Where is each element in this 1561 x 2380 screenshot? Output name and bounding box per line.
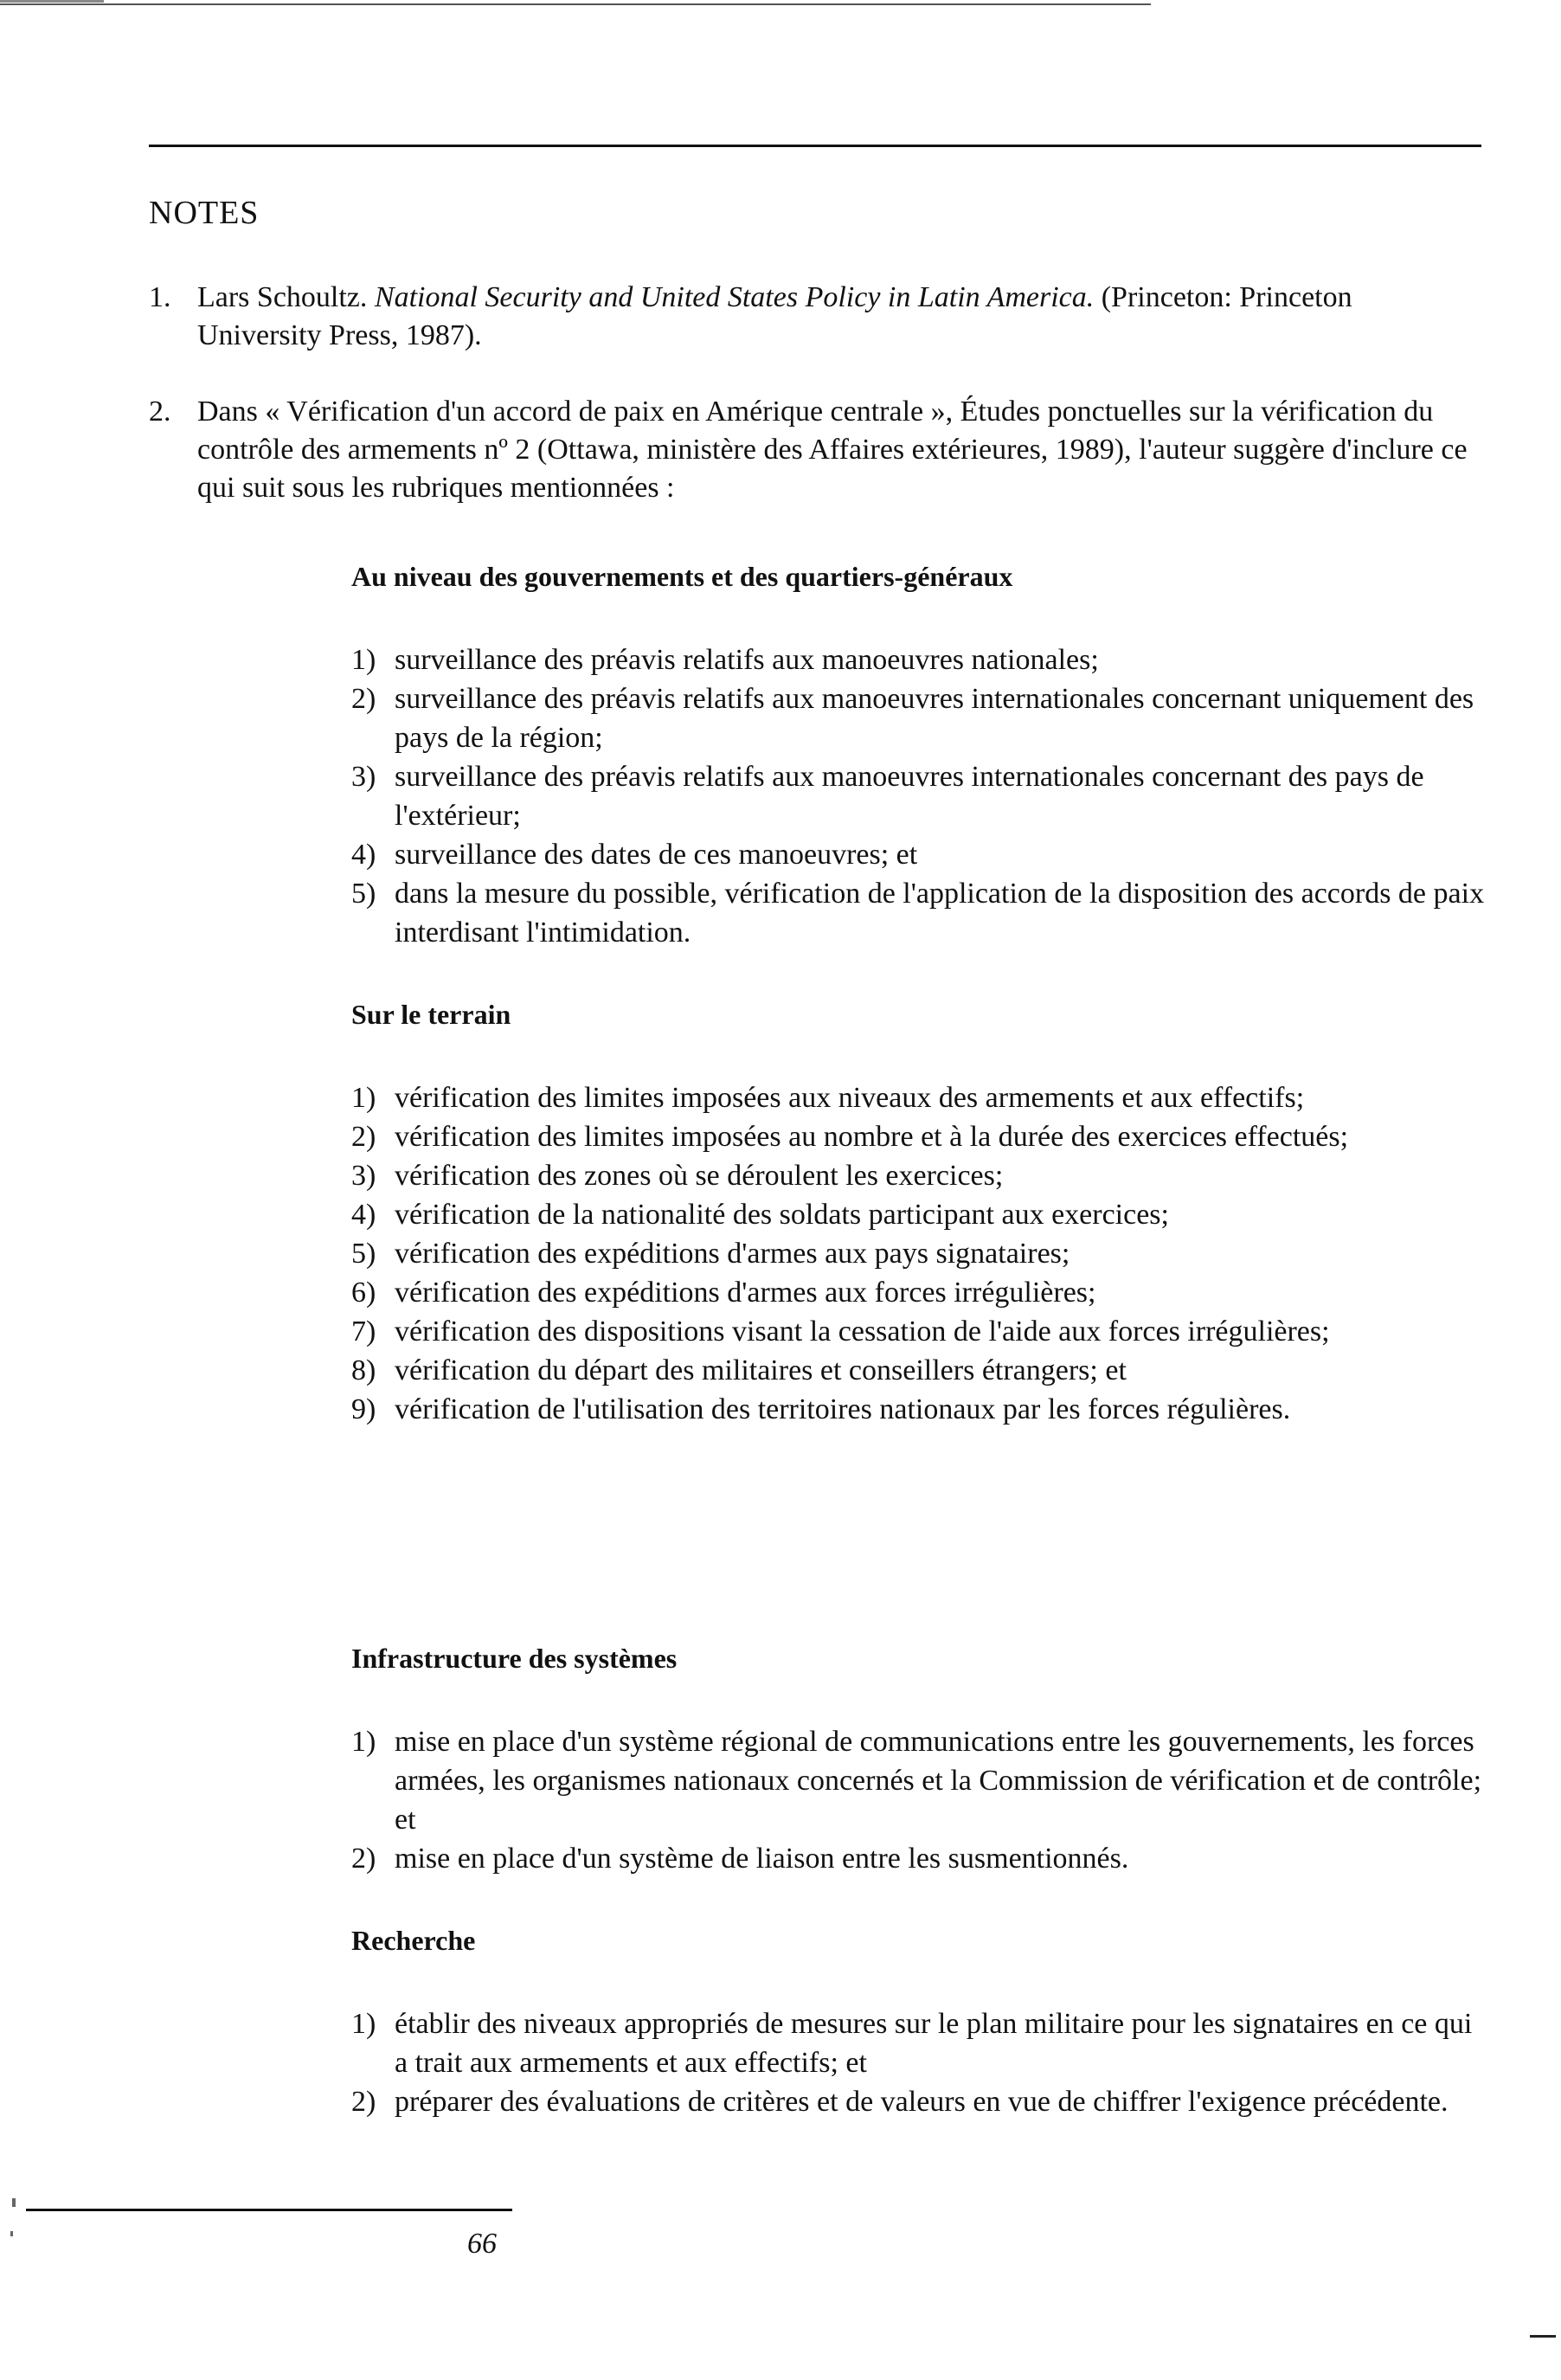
list-item <box>351 1273 1485 1312</box>
section-terrain <box>351 995 1485 1429</box>
item-text: surveillance des dates de ces manoeuvres; et <box>395 839 918 871</box>
item-text: surveillance des préavis relatifs aux manoeuvres internationales concernant uniquement des pays de la région; <box>395 683 1474 754</box>
item-number: 3) <box>351 1160 376 1192</box>
scan-speck <box>1530 2335 1556 2338</box>
note-body: Dans « Vérification d'un accord de paix en Amérique centrale », Études ponctuelles sur la vérification du contrôle des armements nº 2 (Ottawa, ministère des Affaires extérieures, 1989), l'auteur suggère d'inclure ce qui suit sous les rubriques mentionnées : <box>197 396 1468 504</box>
note-1 <box>149 279 1481 355</box>
note-title: National Security and United States Policy in Latin America. <box>374 281 1095 313</box>
note-body <box>197 279 1481 355</box>
top-rule <box>149 145 1481 147</box>
note-number: 2. <box>149 396 171 428</box>
item-text: mise en place d'un système de liaison entre les susmentionnés. <box>395 1843 1129 1875</box>
note-2 <box>149 393 1481 507</box>
note-publication: (Princeton: Princeton University Press, 1987). <box>197 281 1352 351</box>
section-gouvernements <box>351 557 1485 952</box>
item-list <box>351 1078 1485 1429</box>
item-number: 2) <box>351 2086 376 2118</box>
list-item <box>351 1390 1485 1429</box>
list-item <box>351 1839 1485 1878</box>
note-number: 1. <box>149 281 171 313</box>
item-text: mise en place d'un système régional de communications entre les gouvernements, les forces armées, les organismes nationaux concernés et la Commission de vérification et de contrôle; et <box>395 1726 1482 1836</box>
item-text: vérification de la nationalité des soldats participant aux exercices; <box>395 1199 1169 1231</box>
item-number: 3) <box>351 761 376 793</box>
item-number: 1) <box>351 2008 376 2040</box>
notes-heading: NOTES <box>149 195 260 231</box>
list-item <box>351 757 1485 835</box>
item-list <box>351 1722 1485 1878</box>
item-text: dans la mesure du possible, vérification de l'application de la disposition des accords de paix interdisant l'intimidation. <box>395 878 1485 949</box>
scan-edge-line <box>0 3 1151 5</box>
item-number: 7) <box>351 1315 376 1348</box>
list-item <box>351 874 1485 952</box>
item-number: 2) <box>351 1843 376 1875</box>
item-number: 4) <box>351 1199 376 1231</box>
item-text: vérification des limites imposées aux niveaux des armements et aux effectifs; <box>395 1082 1305 1114</box>
section-recherche <box>351 1921 1485 2121</box>
note-author: Lars Schoultz. <box>197 281 368 313</box>
item-number: 1) <box>351 1082 376 1114</box>
page-number: 66 <box>467 2228 497 2260</box>
section-infrastructure <box>351 1639 1485 1878</box>
list-item <box>351 1117 1485 1156</box>
item-text: vérification des expéditions d'armes aux forces irrégulières; <box>395 1277 1096 1309</box>
item-number: 4) <box>351 839 376 871</box>
list-item <box>351 679 1485 757</box>
item-text: surveillance des préavis relatifs aux manoeuvres internationales concernant des pays de l'extérieur; <box>395 761 1424 832</box>
item-number: 9) <box>351 1393 376 1425</box>
scan-edge-mark <box>0 0 104 3</box>
item-text: vérification des zones où se déroulent les exercices; <box>395 1160 1004 1192</box>
footer-rule <box>26 2209 512 2211</box>
list-item <box>351 1078 1485 1117</box>
item-number: 2) <box>351 683 376 715</box>
list-item <box>351 640 1485 679</box>
item-text: vérification des limites imposées au nombre et à la durée des exercices effectués; <box>395 1121 1349 1153</box>
item-number: 6) <box>351 1277 376 1309</box>
item-text: surveillance des préavis relatifs aux manoeuvres nationales; <box>395 644 1099 676</box>
list-item <box>351 1351 1485 1390</box>
item-text: établir des niveaux appropriés de mesures sur le plan militaire pour les signataires en ce qui a trait aux armements et aux effectifs; et <box>395 2008 1473 2079</box>
item-number: 2) <box>351 1121 376 1153</box>
section-heading: Au niveau des gouvernements et des quartiers-généraux <box>351 561 1013 592</box>
item-number: 8) <box>351 1354 376 1386</box>
list-item <box>351 2082 1485 2121</box>
list-item <box>351 1195 1485 1234</box>
item-text: vérification du départ des militaires et conseillers étrangers; et <box>395 1354 1127 1386</box>
section-heading: Recherche <box>351 1925 476 1956</box>
section-heading: Sur le terrain <box>351 999 511 1030</box>
item-text: vérification des dispositions visant la cessation de l'aide aux forces irrégulières; <box>395 1315 1330 1348</box>
list-item <box>351 1722 1485 1839</box>
list-item <box>351 2004 1485 2082</box>
item-text: préparer des évaluations de critères et de valeurs en vue de chiffrer l'exigence précédente. <box>395 2086 1449 2118</box>
item-number: 5) <box>351 878 376 910</box>
item-list <box>351 640 1485 952</box>
list-item <box>351 1156 1485 1195</box>
list-item <box>351 1312 1485 1351</box>
scan-speck <box>12 2198 16 2207</box>
item-text: vérification de l'utilisation des territoires nationaux par les forces régulières. <box>395 1393 1291 1425</box>
list-item <box>351 1234 1485 1273</box>
section-heading: Infrastructure des systèmes <box>351 1643 678 1674</box>
item-text: vérification des expéditions d'armes aux pays signataires; <box>395 1238 1070 1270</box>
item-list <box>351 2004 1485 2121</box>
item-number: 5) <box>351 1238 376 1270</box>
list-item <box>351 835 1485 874</box>
item-number: 1) <box>351 1726 376 1758</box>
item-number: 1) <box>351 644 376 676</box>
scan-speck <box>10 2231 13 2236</box>
